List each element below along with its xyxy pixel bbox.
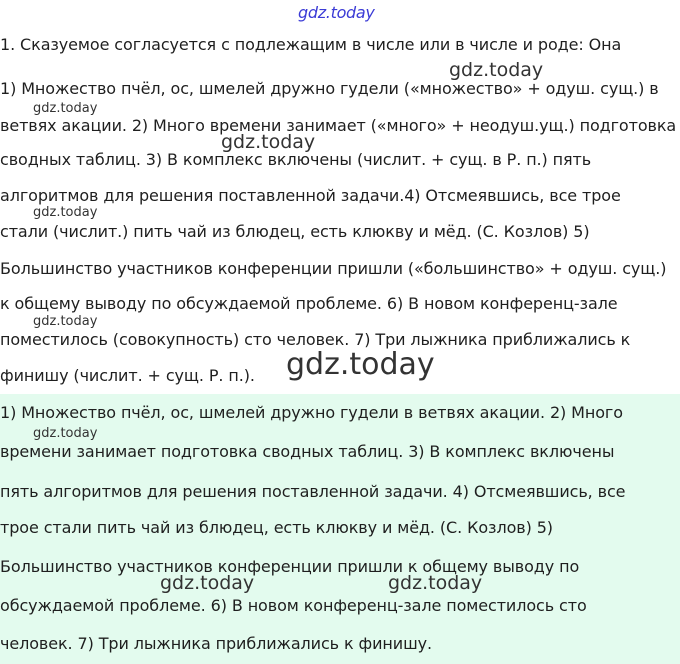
answer-line: обсуждаемой проблеме. 6) В новом конференц-зале поместилось сто [0,596,587,615]
watermark-header: gdz.today [298,3,375,22]
answer-line: человек. 7) Три лыжника приближались к финишу. [0,634,432,653]
watermark: gdz.today [33,205,98,220]
task-line: финишу (числит. + сущ. Р. п.). [0,366,255,385]
task-line: 1. Сказуемое согласуется с подлежащим в числе или в числе и роде: Она [0,35,622,54]
task-line: сводных таблиц. 3) В комплекс включены (числит. + сущ. в Р. п.) пять [0,150,592,169]
task-line: к общему выводу по обсуждаемой проблеме. 6) В новом конференц-зале [0,294,618,313]
task-line: алгоритмов для решения поставленной задачи.4) Отсмеявшись, все трое [0,186,621,205]
answer-line: времени занимает подготовка сводных таблиц. 3) В комплекс включены [0,442,615,461]
watermark: gdz.today [33,101,98,116]
task-line: Большинство участников конференции пришли («большинство» + одуш. сущ.) [0,259,667,278]
task-line: стали (числит.) пить чай из блюдец, есть клюкву и мёд. (С. Козлов) 5) [0,222,590,241]
watermark: gdz.today [388,572,483,594]
watermark: gdz.today [449,59,544,81]
watermark: gdz.today [33,426,98,441]
answer-line: Большинство участников конференции пришли к общему выводу по [0,557,580,576]
task-line: 1) Множество пчёл, ос, шмелей дружно гудели («множество» + одуш. сущ.) в [0,79,659,98]
watermark: gdz.today [160,572,255,594]
answer-line: трое стали пить чай из блюдец, есть клюкву и мёд. (С. Козлов) 5) [0,518,553,537]
watermark: gdz.today [33,314,98,329]
answer-line: пять алгоритмов для решения поставленной задачи. 4) Отсмеявшись, все [0,482,626,501]
answer-line: 1) Множество пчёл, ос, шмелей дружно гудели в ветвях акации. 2) Много [0,403,623,422]
task-line: поместилось (совокупность) сто человек. 7) Три лыжника приближались к [0,330,631,349]
watermark: gdz.today [221,131,316,153]
watermark: gdz.today [286,347,435,382]
task-line: ветвях акации. 2) Много времени занимает («много» + неодуш.ущ.) подготовка [0,116,677,135]
